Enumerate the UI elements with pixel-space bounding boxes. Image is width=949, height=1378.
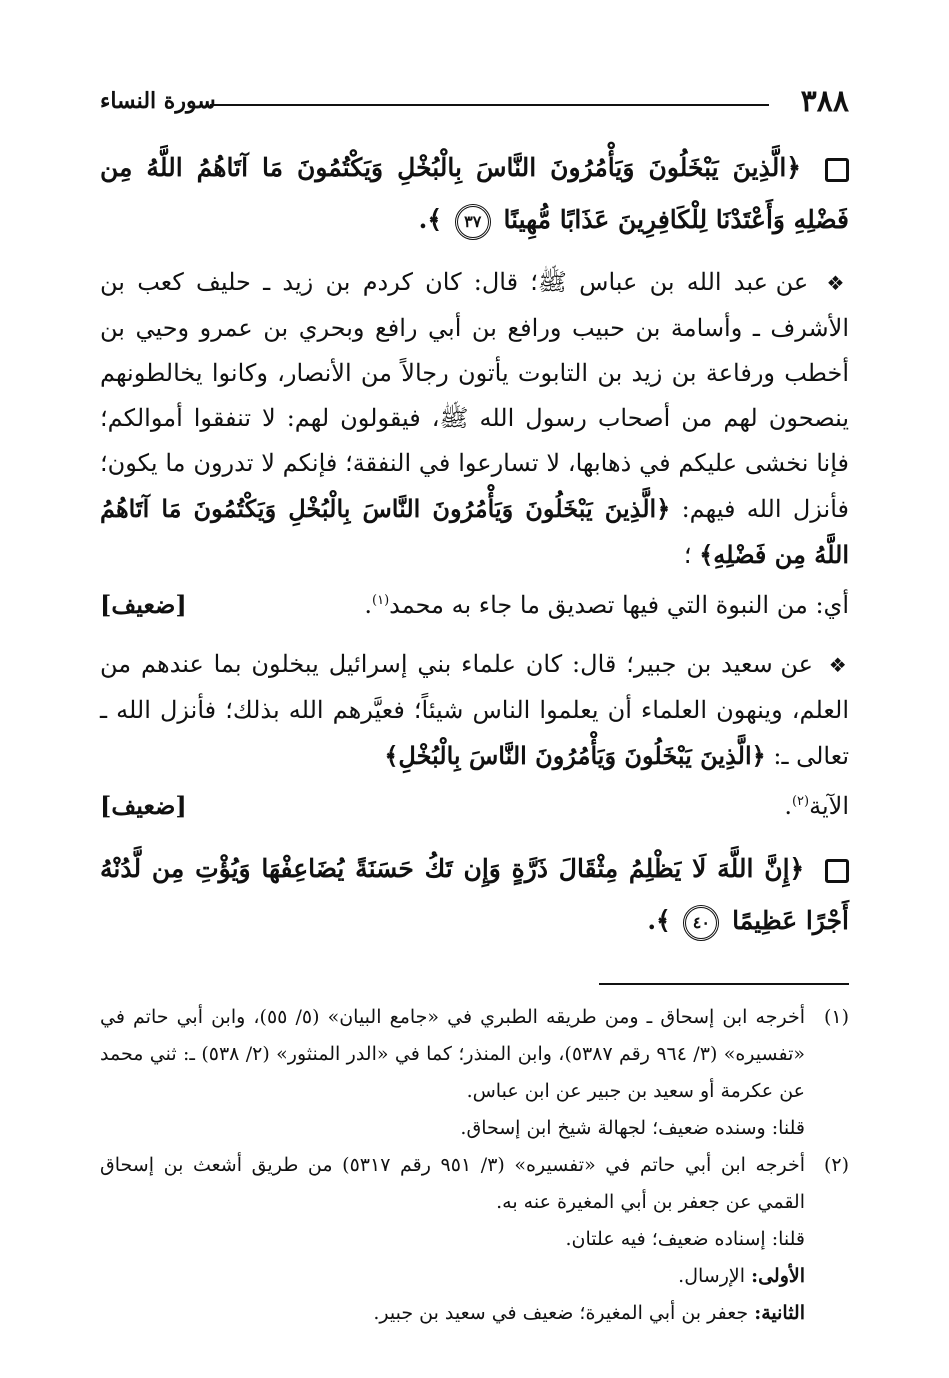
first-reason-label: الأولى:: [751, 1265, 805, 1287]
hadith-paragraph: ❖ عن سعيد بن جبير؛ قال: كان علماء بني إسرائيل يبخلون بما عندهم من العلم، وينهون العلماء أن يعلموا الناس شيئاً؛ فعيَّرهم الله بذلك؛ فأنزل الله ـ تعالى ـ: ﴿الَّذِينَ يَبْخَلُونَ وَيَأْمُرُونَ النَّاسَ بِالْبُخْلِ﴾ الآية$^{(٢)}$. [ضعيف]: [100, 642, 849, 829]
header-rule: [210, 104, 769, 106]
second-reason-label: الثانية:: [754, 1302, 805, 1324]
hadith-grade: [ضعيف]: [100, 590, 187, 619]
verse-box-icon: [825, 859, 849, 883]
footnote-note: قلنا: إسناده ضعيف؛ فيه علتان.: [565, 1228, 805, 1250]
hadith-last-line: أي: من النبوة التي فيها تصديق ما جاء به محمد: [389, 591, 849, 619]
page-header: [100, 78, 849, 128]
footnote-1: [100, 999, 849, 1147]
footnote-text: أخرجه ابن أبي حاتم في «تفسيره» (٣/ ٩٥١ رقم ٥٣١٧) من طريق أشعث بن إسحاق القمي عن جعفر بن أبي المغيرة عنه به.: [100, 1154, 805, 1213]
hadith-text-tail: ؛: [683, 541, 692, 569]
page-number: ٣٨٨: [800, 84, 849, 119]
quran-quote: ﴿الَّذِينَ يَبْخَلُونَ وَيَأْمُرُونَ النَّاسَ بِالْبُخْلِ﴾: [384, 741, 766, 770]
verse-box-icon: [825, 158, 849, 182]
ayah-number-marker: ٤٠: [683, 905, 719, 941]
footnotes: [100, 999, 849, 1332]
footnote-reference[interactable]: (١): [372, 593, 390, 608]
second-reason-text: جعفر بن أبي المغيرة؛ ضعيف في سعيد بن جبير.: [373, 1302, 749, 1324]
footnote-number: (٢): [823, 1154, 849, 1176]
page: [100, 78, 849, 1338]
footnote-divider: [599, 983, 849, 985]
hadith-text: عن سعيد بن جبير؛ قال: كان علماء بني إسرائيل يبخلون بما عندهم من العلم، وينهون العلماء أن يعلموا الناس شيئاً؛ فعيَّرهم الله بذلك؛ فأنزل الله ـ تعالى ـ:: [100, 650, 849, 770]
first-reason-text: الإرسال.: [678, 1265, 746, 1287]
footnote-2: [100, 1147, 849, 1332]
hadith-last-line: الآية: [809, 792, 849, 820]
star-bullet-icon: ❖: [828, 653, 849, 677]
footnote-note: قلنا: وسنده ضعيف؛ لجهالة شيخ ابن إسحاق.: [460, 1117, 805, 1139]
footnote-reference[interactable]: (٢): [791, 794, 810, 809]
ayah-number-marker: ٣٧: [455, 204, 491, 240]
verse-40: [100, 843, 849, 947]
hadith-paragraph: ❖ عن عبد الله بن عباس ﷺ؛ قال: كان كردم بن زيد ـ حليف كعب بن الأشرف ـ وأسامة بن حبيب ورافع بن أبي رافع وبحري بن عمرو وحيي بن أخطب ورفاعة بن زيد بن التابوت يأتون رجالاً من الأنصار، وكانوا يخالطونهم ينصحون لهم من أصحاب رسول الله ﷺ، فيقولون لهم: لا تنفقوا أموالكم؛ فإنا نخشى عليكم في ذهابها، لا تسارعوا في النفقة؛ فإنكم لا تدرون ما يكون؛ فأنزل الله فيهم: ﴿الَّذِينَ يَبْخَلُونَ وَيَأْمُرُونَ النَّاسَ بِالْبُخْلِ وَيَكْتُمُونَ مَا آتَاهُمُ اللَّهُ مِن فَضْلِهِ﴾ ؛ أي: من النبوة التي فيها تصديق ما جاء به محمد$^{(١)}$. [ضعيف]: [100, 260, 849, 628]
verse-closing: ﴾.: [647, 906, 671, 935]
verse-37: [100, 142, 849, 246]
verse-closing: ﴾.: [418, 205, 443, 234]
surah-name: سورة النساء: [100, 88, 216, 114]
verse-text: ﴿الَّذِينَ يَبْخَلُونَ وَيَأْمُرُونَ النَّاسَ بِالْبُخْلِ وَيَكْتُمُونَ مَا آتَاهُمُ اللَّهُ مِن فَضْلِهِ وَأَعْتَدْنَا لِلْكَافِرِينَ عَذَابًا مُّهِينًا: [100, 153, 849, 234]
quran-quote: ﴿الَّذِينَ يَبْخَلُونَ وَيَأْمُرُونَ النَّاسَ بِالْبُخْلِ وَيَكْتُمُونَ مَا آتَاهُمُ اللَّهُ مِن فَضْلِهِ﴾: [100, 494, 849, 569]
footnote-text: أخرجه ابن إسحاق ـ ومن طريقه الطبري في «جامع البيان» (٥/ ٥٥)، وابن أبي حاتم في «تفسيره» (٣/ ٩٦٤ رقم ٥٣٨٧)، وابن المنذر؛ كما في «الدر المنثور» (٢/ ٥٣٨) ـ: ثني محمد عن عكرمة أو سعيد بن جبير عن ابن عباس.: [100, 1006, 805, 1102]
hadith-text: عن عبد الله بن عباس ﷺ؛ قال: كان كردم بن زيد ـ حليف كعب بن الأشرف ـ وأسامة بن حبيب ورافع بن أبي رافع وبحري بن عمرو وحيي بن أخطب ورفاعة بن زيد بن التابوت يأتون رجالاً من الأنصار، وكانوا يخالطونهم ينصحون لهم من أصحاب رسول الله ﷺ، فيقولون لهم: لا تنفقوا أموالكم؛ فإنا نخشى عليكم في ذهابها، لا تسارعوا في النفقة؛ فإنكم لا تدرون ما يكون؛ فأنزل الله فيهم:: [100, 268, 849, 523]
footnote-number: (١): [823, 1006, 849, 1028]
star-bullet-icon: ❖: [826, 271, 849, 295]
hadith-grade: [ضعيف]: [100, 791, 187, 820]
verse-text: ﴿إِنَّ اللَّهَ لَا يَظْلِمُ مِثْقَالَ ذَرَّةٍ وَإِن تَكُ حَسَنَةً يُضَاعِفْهَا وَيُؤْتِ مِن لَّدُنْهُ أَجْرًا عَظِيمًا: [100, 854, 849, 935]
